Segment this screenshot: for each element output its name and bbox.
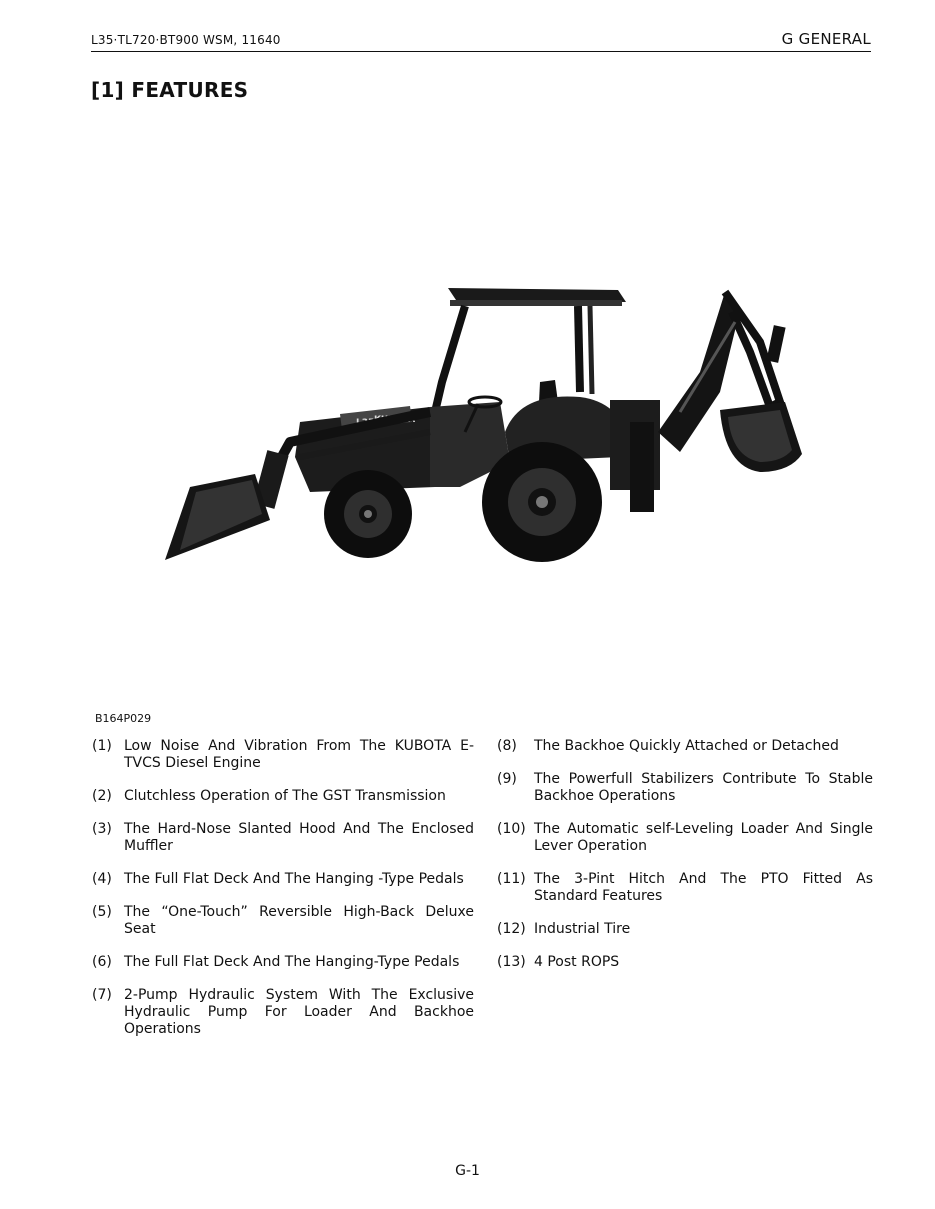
features-list-left — [92, 738, 474, 1054]
document-code: L35·TL720·BT900 WSM, 11640 — [91, 33, 281, 47]
feature-text: The Hard-Nose Slanted Hood And The Enclosed Muffler — [124, 821, 474, 854]
page-number: G-1 — [455, 1163, 480, 1179]
list-item — [92, 904, 474, 938]
list-item — [497, 771, 873, 805]
feature-number: (10) — [497, 821, 526, 837]
feature-text: Clutchless Operation of The GST Transmission — [124, 788, 446, 804]
feature-number: (2) — [92, 788, 112, 804]
feature-text: The Automatic self-Leveling Loader And Single Lever Operation — [534, 821, 873, 854]
hood-model-label: L35 — [356, 418, 375, 428]
figure-code: B164P029 — [95, 712, 152, 725]
feature-number: (12) — [497, 921, 526, 937]
feature-text: Industrial Tire — [534, 921, 631, 937]
steering-wheel — [469, 397, 501, 407]
rops-post-front — [435, 306, 465, 412]
rops-post-rear — [578, 306, 580, 392]
list-item — [497, 871, 873, 905]
feature-number: (4) — [92, 871, 112, 887]
feature-number: (3) — [92, 821, 112, 837]
feature-number: (7) — [92, 987, 112, 1003]
feature-text: The Full Flat Deck And The Hanging-Type Pedals — [124, 954, 460, 970]
features-list-right — [497, 738, 873, 987]
feature-number: (9) — [497, 771, 517, 787]
feature-number: (11) — [497, 871, 526, 887]
list-item — [497, 954, 873, 971]
list-item — [92, 871, 474, 888]
section-label: G GENERAL — [781, 30, 871, 48]
list-item — [92, 788, 474, 805]
feature-text: The Full Flat Deck And The Hanging -Type Pedals — [124, 871, 464, 887]
feature-text: The Backhoe Quickly Attached or Detached — [534, 738, 839, 754]
list-item — [497, 738, 873, 755]
list-item — [92, 954, 474, 971]
list-item — [497, 921, 873, 938]
feature-text: The 3-Pint Hitch And The PTO Fitted As Standard Features — [534, 871, 873, 904]
feature-number: (1) — [92, 738, 112, 754]
feature-text: The “One-Touch” Reversible High-Back Deluxe Seat — [124, 904, 474, 937]
feature-number: (6) — [92, 954, 112, 970]
rops-canopy — [448, 288, 626, 302]
feature-number: (8) — [497, 738, 517, 754]
feature-number: (13) — [497, 954, 526, 970]
header-rule — [91, 51, 871, 52]
feature-text: Low Noise And Vibration From The KUBOTA E-TVCS Diesel Engine — [124, 738, 474, 771]
feature-text: 2-Pump Hydraulic System With The Exclusive Hydraulic Pump For Loader And Backhoe Operations — [124, 987, 474, 1037]
list-item — [497, 821, 873, 855]
list-item — [92, 821, 474, 855]
page-title: [1] FEATURES — [91, 78, 249, 102]
feature-text: 4 Post ROPS — [534, 954, 620, 970]
feature-number: (5) — [92, 904, 112, 920]
hood-brand-label: KUBOTA — [374, 415, 416, 425]
tractor-backhoe-figure — [160, 282, 810, 572]
feature-text: The Powerfull Stabilizers Contribute To Stable Backhoe Operations — [534, 771, 873, 804]
stabilizer — [630, 422, 654, 512]
list-item — [92, 738, 474, 772]
list-item — [92, 987, 474, 1038]
